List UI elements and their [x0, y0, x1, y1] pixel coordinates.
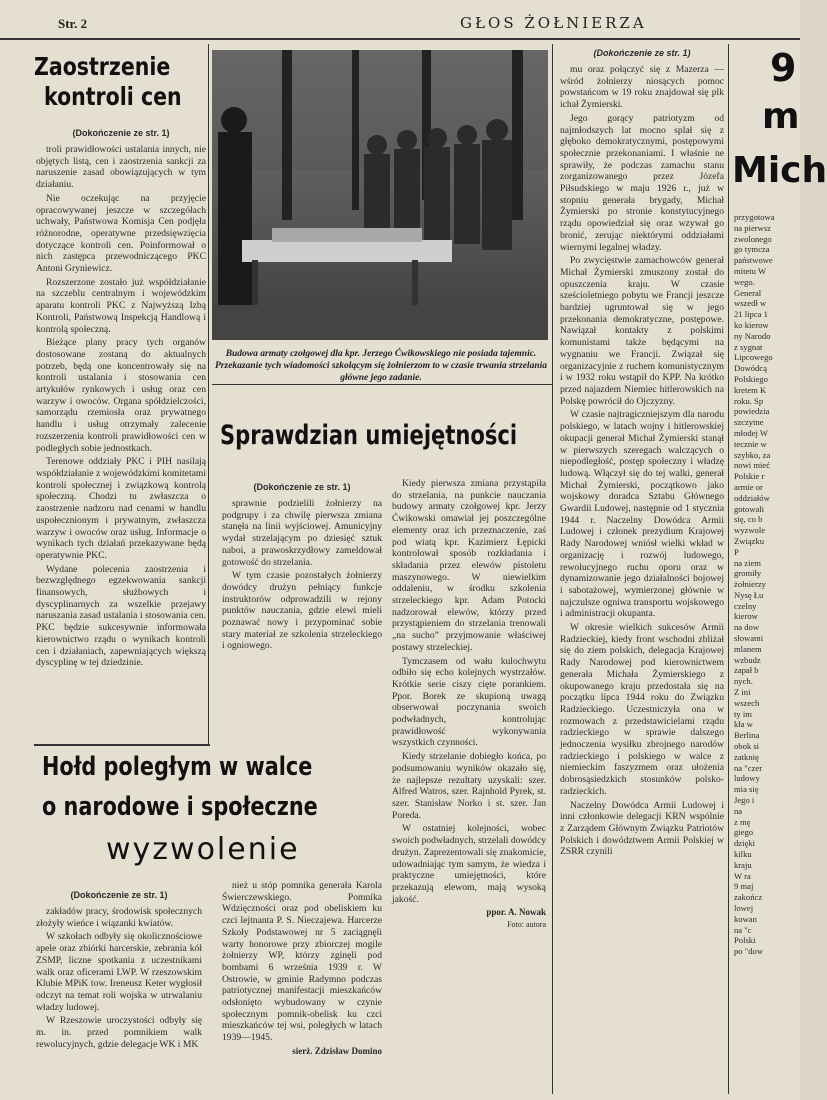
article1-small-paragraph: Terenowe oddziały PKC i PIH nasilają współdziałanie z wojewódzkimi komitetami kontroli społecznej i związkową kontrolą społeczną. Chodzi tu zwłaszcza o zaostrzenie nadzoru nad cenami w handlu uspołecznionym i prywatnym, zwłaszcza warzyw i owoców oraz usług. Informacje o wynikach tych działań przekazywane będą operatywnie PKC. — [36, 456, 206, 561]
article5-line: Z ini — [734, 687, 751, 698]
article2-continued: (Dokończenie ze str. 1) — [253, 482, 351, 492]
article5-line: kretem K — [734, 384, 767, 395]
soldiers-photo — [212, 50, 548, 340]
article5-line: na "czer — [734, 762, 763, 773]
article3-continued: (Dokończenie ze str. 1) — [70, 890, 168, 900]
article5-line: ludowy — [734, 773, 760, 784]
newspaper-title: GŁOS ŻOŁNIERZA — [460, 14, 647, 32]
article1-headline — [34, 52, 204, 112]
article1-paragraph: Rozszerzone zostało już współdziałanie na szczeblu centralnym i wojewódzkim aparatu kontroli PKC z Najwyższą Izbą Kontroli, Państwową Inspekcją Handlową i kontrolą społeczną. — [36, 276, 206, 335]
article1-paragraph: troli prawidłowości ustalania innych, nie objętych listą, cen i zaostrzenia sankcji za naruszenie zasad obowiązujących w tym działaniu. — [36, 144, 206, 191]
article1-paragraph: Nie oczekując na przyjęcie opracowywanej jeszcze w szczegółach uchwały, Państwowa Komisja Cen podjęła różnorodne, operatywne przedsięwzięcia dotyczące kontroli cen. Poinformował o nich zastępca przewodniczącego PKC Antoni Gryniewicz. — [36, 192, 206, 275]
article2-photo-credit: Foto: autora — [507, 920, 546, 930]
article5-line: obok si — [734, 741, 760, 752]
article3-headline-line3: wyzwolenie — [106, 832, 300, 867]
article5-line: się, co b — [734, 514, 763, 525]
article3-signature: sierż. Zdzisław Domino — [292, 1045, 382, 1056]
article5-line: dzięki — [734, 838, 755, 849]
article4-paragraph: W czasie najtragiczniejszym dla narodu polskiego, w latach wojny i hitlerowskiej okupacji generał Michał Żymierski stanął w pierwszych szeregach walczących o niepodległość, postęp społeczny i władzę ludową. Włączył się do tej walki, generał Michał Żymierski, początkowo jako wojskowy doradca Sztabu Głównego Gwardii Ludowej, następnie od 1 stycznia 1944 r. Naczelny Dowódca Armii Ludowej i członek prezydium Krajowej Rady Narodowej wniósł wielki wkład w organizację i rozwój ludowego, rewolucyjnego ruchu oporu oraz w dynamizowanie jego działalności bojowej i sabotażowej, wymierzonej głównie w najczulsze ogniwa transportu wojskowego i administracji okupanta. — [560, 409, 724, 620]
article5-line: państwowe — [734, 255, 773, 266]
article5-line: kierow — [734, 611, 758, 622]
article1-paragraph: Bieżące plany pracy tych organów dostosowane zostaną do aktualnych potrzeb, będą one koncentrowały się na kontroli ustalania i stosowania cen artykułów rynkowych i usług oraz cen warzyw i owoców. Organa spółdzielczości, samorządu rzemiosła oraz prywatnego handlu i usług otrzymały zalecenie rozszerzenia kontroli prawidłowości cen w podległych sobie jednostkach. — [36, 337, 206, 454]
article5-line: ty im — [734, 708, 752, 719]
article5-line: nowi mieć — [734, 460, 771, 471]
article5-line: mia się — [734, 784, 759, 795]
article5-line: na dow — [734, 622, 760, 633]
article1-headline-line2: kontroli cen — [44, 82, 182, 111]
article5-line: kowan — [734, 913, 757, 924]
article5-line: z mę — [734, 816, 751, 827]
article5-headline-fragment: m — [762, 96, 800, 137]
article2-paragraph: Kiedy strzelanie dobiegło końca, po podsumowaniu wyników okazało się, że najlepsze rezultaty uzyskali: szer. Alfred Watros, szer. Rajnhold Pyrek, st. szer. Stanisław Norko i st. szer. Jan Poreda. — [392, 751, 546, 821]
article5-line: słowami — [734, 633, 764, 644]
article5-line: zatknię — [734, 751, 759, 762]
article4-continued: (Dokończenie ze str. 1) — [593, 48, 691, 58]
article5-line: wego. — [734, 276, 755, 287]
article5-line: Polskiego — [734, 373, 768, 384]
column-divider — [728, 44, 729, 1094]
article5-line: gotowali — [734, 503, 765, 514]
article5-headline-fragment: 9 — [770, 46, 797, 90]
section-rule — [34, 744, 210, 746]
article5-line: przygotowa — [734, 212, 775, 222]
article3-paragraph: nież u stóp pomnika generała Karola Świerczewskiego. Pomnika Wdzięczności oraz pod obeliskiem ku czci lejtnanta P. S. Nieczajewa. Harcerze Szkoły Podstawowej nr 5 zaciągnęli warty honorowe przy zbiorczej mogile żołnierzy WP, którzy zginęli pod bombami 6 września 1939 r. W Ostrowie, w gminie Radymno podczas patriotycznej manifestacji mieszkańców odsłonięto wybudowany w czynie społecznym pomnik-obelisk ku czci mieszkańców tej wsi, poległych w latach 1939—1945. — [222, 880, 382, 1044]
article5-line: 21 lipca 1 — [734, 309, 768, 320]
page-header — [0, 0, 800, 40]
article5-line: kraju — [734, 859, 752, 870]
article4-column — [560, 44, 724, 860]
page-number: Str. 2 — [58, 16, 88, 31]
column-divider — [208, 44, 209, 744]
article5-line: wszech — [734, 697, 760, 708]
article3-headline-line1: Hołd poległym w walce — [42, 752, 313, 782]
article5-line: W ra — [734, 870, 751, 881]
article1-column — [36, 124, 206, 671]
article1-headline-line1: Zaostrzenie — [34, 52, 171, 81]
article2-paragraph: Kiedy pierwsza zmiana przystąpiła do strzelania, na punkcie nauczania budowy armaty czołgowej kpr. Jerzy Ćwikowski omawiał jej poszczególne elementy oraz ich przeznaczenie, zaś pod wiatą kpr. Kazimierz Łępicki kontrolował sposób rozkładania i składania przez elewów pistoletu maszynowego. W niewielkim oddaleniu, w środku szkolenia strzeleckiego kpr. Adam Potocki nadzorował elewów, którzy przed przystąpieniem do strzelania trenowali „na sucho” przyjmowanie właściwej postawy strzeleckiej. — [392, 478, 546, 653]
article5-line: zwolonego — [734, 233, 772, 244]
article5-line: Berlina — [734, 730, 760, 741]
article5-line: nych. — [734, 676, 753, 687]
article5-line: wszedł w — [734, 298, 767, 309]
article4-paragraph: Jego gorący patriotyzm od najmłodszych lat mocno splał się z głęboko demokratycznymi, postępowymi społecznie przekonaniami. I właśnie ne sprawiły, że podczas zamachu stanu zorganizowanego przez Józefa Piłsudskiego w maju 1926 r., już w stopniu generała brygady, Michał Żymierski po stronie konstytucyjnego rządu opowiedział się oraz wzywał go bronić, zerując niektórymi oddziałami wiernymi legalnej władzy. — [560, 112, 724, 253]
article5-line: zapał b — [734, 665, 759, 676]
article5-line: Polski — [734, 935, 756, 946]
article2-paragraph: sprawnie podzielili żołnierzy na podgrupy i za chwilę pierwsza zmiana stanęła na linii wyjściowej. Amunicyjny wydał strzelającym po dziesięć sztuk naboi, a prawoskrzydłowy zameldował gotowość do strzelania. — [222, 498, 382, 568]
article5-line: giego — [734, 827, 754, 838]
article4-paragraph: W okresie wielkich sukcesów Armii Radzieckiej, kiedy front wschodni zbliżał się do ziem polskich, delegacja Krajowej Rady Narodowej pod kierownictwem generała Michała Żymierskiego z okupowanego kraju przedostała się na początku lipca 1944 roku do Związku Radzieckiego. Uczestniczyła ona w rozmowach z przedstawicielami rządu radzieckiego w sprawie dalszego jednoczenia wysiłku zbrojnego narodów radzieckiego i polskiego w walce z niemieckim faszyzmem oraz ułożenia dobrosąsiedzkich stosunków polsko-radzieckich. — [560, 622, 724, 797]
article4-paragraph: Naczelny Dowódca Armii Ludowej i inni członkowie delegacji KRN wspólnie z Zarządem Głównym Związku Patriotów Polskich i dowództwem Armii Polskiej w ZSRR czynili — [560, 799, 724, 858]
article5-line: ny Narodo — [734, 330, 771, 341]
article5-line: na pierwsz — [734, 222, 771, 233]
article5-line: lowej — [734, 903, 754, 913]
article5-line: Nysę Łu — [734, 589, 764, 600]
article1-small-paragraph: Wydane polecenia zaostrzenia i bezwzględnego egzekwowania sankcji finansowych, służbowych i dyscyplinarnych za wszelkie przejawy naruszania zasad ustalania i stosowania cen. PKC będzie sukcesywnie informowała kierownictwo rządu o wynikach kontroli cen i działaniach, zapewniających większą dyscyplinę w tej dziedzinie. — [36, 563, 206, 669]
article5-line: tecznie w — [734, 438, 767, 449]
article5-line: wyzwole — [734, 525, 766, 536]
article3-paragraph: W szkołach odbyły się okolicznościowe apele oraz zbiórki harcerskie, zebrania kół ZSMP, liczne spotkania z uczestnikami walk oraz oficerami LWP. W rzeszowskim Klubie MPiK tow. Ireneusz Keter wygłosił odczyt na temat roli wojska w utrwalaniu władzy ludowej. — [36, 931, 202, 1013]
article5-line: armie or — [734, 481, 763, 492]
article5-line: Związku — [734, 535, 765, 546]
article2-paragraph: W tym czasie pozostałych żołnierzy dowódcy drużyn pełniący funkcje instruktorów odprowadzili w rejony punktów nauczania, gdzie elewi mieli poznawać nowy i przypominać sobie stary materiał ze szkolenia strzeleckiego i ogniowego. — [222, 570, 382, 652]
article4-paragraph: Po zwycięstwie zamachowców generał Michał Żymierski zmuszony został do opuszczenia kraju. W czasie sześcioletniego pobytu we Francji jeszcze bardziej ugruntował się w jego przekonania demokratyczne, postępowe. Nawiązał kontakty z polskimi komunistami także będącymi na wygnaniu we Francji. Związał się organizacyjnie z ruchem komunistycznym i w 1932 roku wstąpił do KPP. Na krótko przed najazdem Niemiec hitlerowskich na Polskę powrócił do Ojczyzny. — [560, 255, 724, 407]
article5-line: młodej W — [734, 427, 768, 438]
article5-line: po "dow — [734, 946, 764, 957]
article5-line: gromiły — [734, 568, 762, 579]
article5-line: zakończ — [734, 892, 763, 903]
article5-line: żołnierzy — [734, 579, 766, 590]
article5-line: mitetu W — [734, 265, 767, 276]
article5-line: szybko, za — [734, 449, 771, 460]
article5-line: kła w — [734, 719, 753, 730]
article3-column-2 — [222, 880, 382, 1058]
article5-line: na — [734, 805, 743, 816]
article5-line: P — [734, 546, 739, 557]
article5-line: kilku — [734, 849, 752, 860]
article5-line: Dowódcą — [734, 363, 767, 374]
article3-paragraph: W Rzeszowie uroczystości odbyły się m. in. przed pomnikiem walk rewolucyjnych, gdzie delegacje WK i MK — [36, 1015, 202, 1050]
article5-line: wzbudz — [734, 654, 761, 665]
article5-column — [734, 212, 800, 957]
article2-headline: Sprawdzian umiejętności — [220, 420, 518, 451]
article5-line: czelny — [734, 600, 757, 611]
article5-line: na ziem — [734, 557, 761, 568]
article5-line: go tymcza — [734, 244, 770, 255]
article4-paragraph: mu oraz połączyć się z Mazerza — wśród żołnierzy niosących pomoc powstańcom w 19 roku znajdował się plk ichał Żymierski. — [560, 64, 724, 111]
article5-line: z sygnat — [734, 341, 763, 352]
article5-line: mlanem — [734, 643, 762, 654]
article3-column-1 — [36, 886, 202, 1052]
section-rule — [212, 384, 552, 385]
article5-line: roku. Sp — [734, 395, 764, 406]
article2-signature: ppor. A. Nowak — [486, 907, 546, 918]
article5-line: oddziałów — [734, 492, 770, 503]
article5-line: powiedzia — [734, 406, 770, 417]
article5-line: 9 maj — [734, 881, 754, 892]
article3-headline-line2: o narodowe i społeczne — [42, 792, 318, 822]
article2-column-1 — [222, 478, 382, 654]
article3-paragraph: zakładów pracy, środowisk społecznych złożyły wieńce i wiązanki kwiatów. — [36, 906, 202, 929]
article5-line: na "c — [734, 924, 752, 935]
article2-paragraph: W ostatniej kolejności, wobec swoich podwładnych, strzelali dowódcy drużyn. Zaprezentowali się znakomicie, udowadniając tym samym, że wiedza i praktyczne umiejętności, które przekazują elewom, mają wysoką jakość. — [392, 823, 546, 905]
column-divider — [552, 44, 553, 1094]
article2-column-2 — [392, 478, 546, 931]
article5-headline-fragment: Mich — [732, 150, 827, 191]
article1-continued: (Dokończenie ze str. 1) — [72, 128, 170, 138]
article5-line: Lipcowego — [734, 352, 773, 363]
article2-paragraph: Tymczasem od wału kulochwytu odbiło się echo kolejnych wystrzałów. Krótkie serie ciszy cięte porankiem. Ppor. Borek ze skupioną uwagą obserwował poczynania swoich podwładnych, kontrolując prawidłowość wykonywania wszystkich czynności. — [392, 655, 546, 749]
article5-line: ko kierow — [734, 319, 769, 330]
article5-line: General — [734, 287, 762, 298]
photo-caption: Budowa armaty czołgowej dla kpr. Jerzego Ćwikowskiego nie posiada tajemnic. Przekazanie tych wiadomości szkolącym się żołnierzom to w czasie trwania strzelania główne jego zadanie. — [215, 349, 547, 383]
article5-line: Polskie r — [734, 471, 765, 482]
article5-line: szczytne — [734, 417, 764, 428]
article5-line: Jego i — [734, 795, 755, 806]
